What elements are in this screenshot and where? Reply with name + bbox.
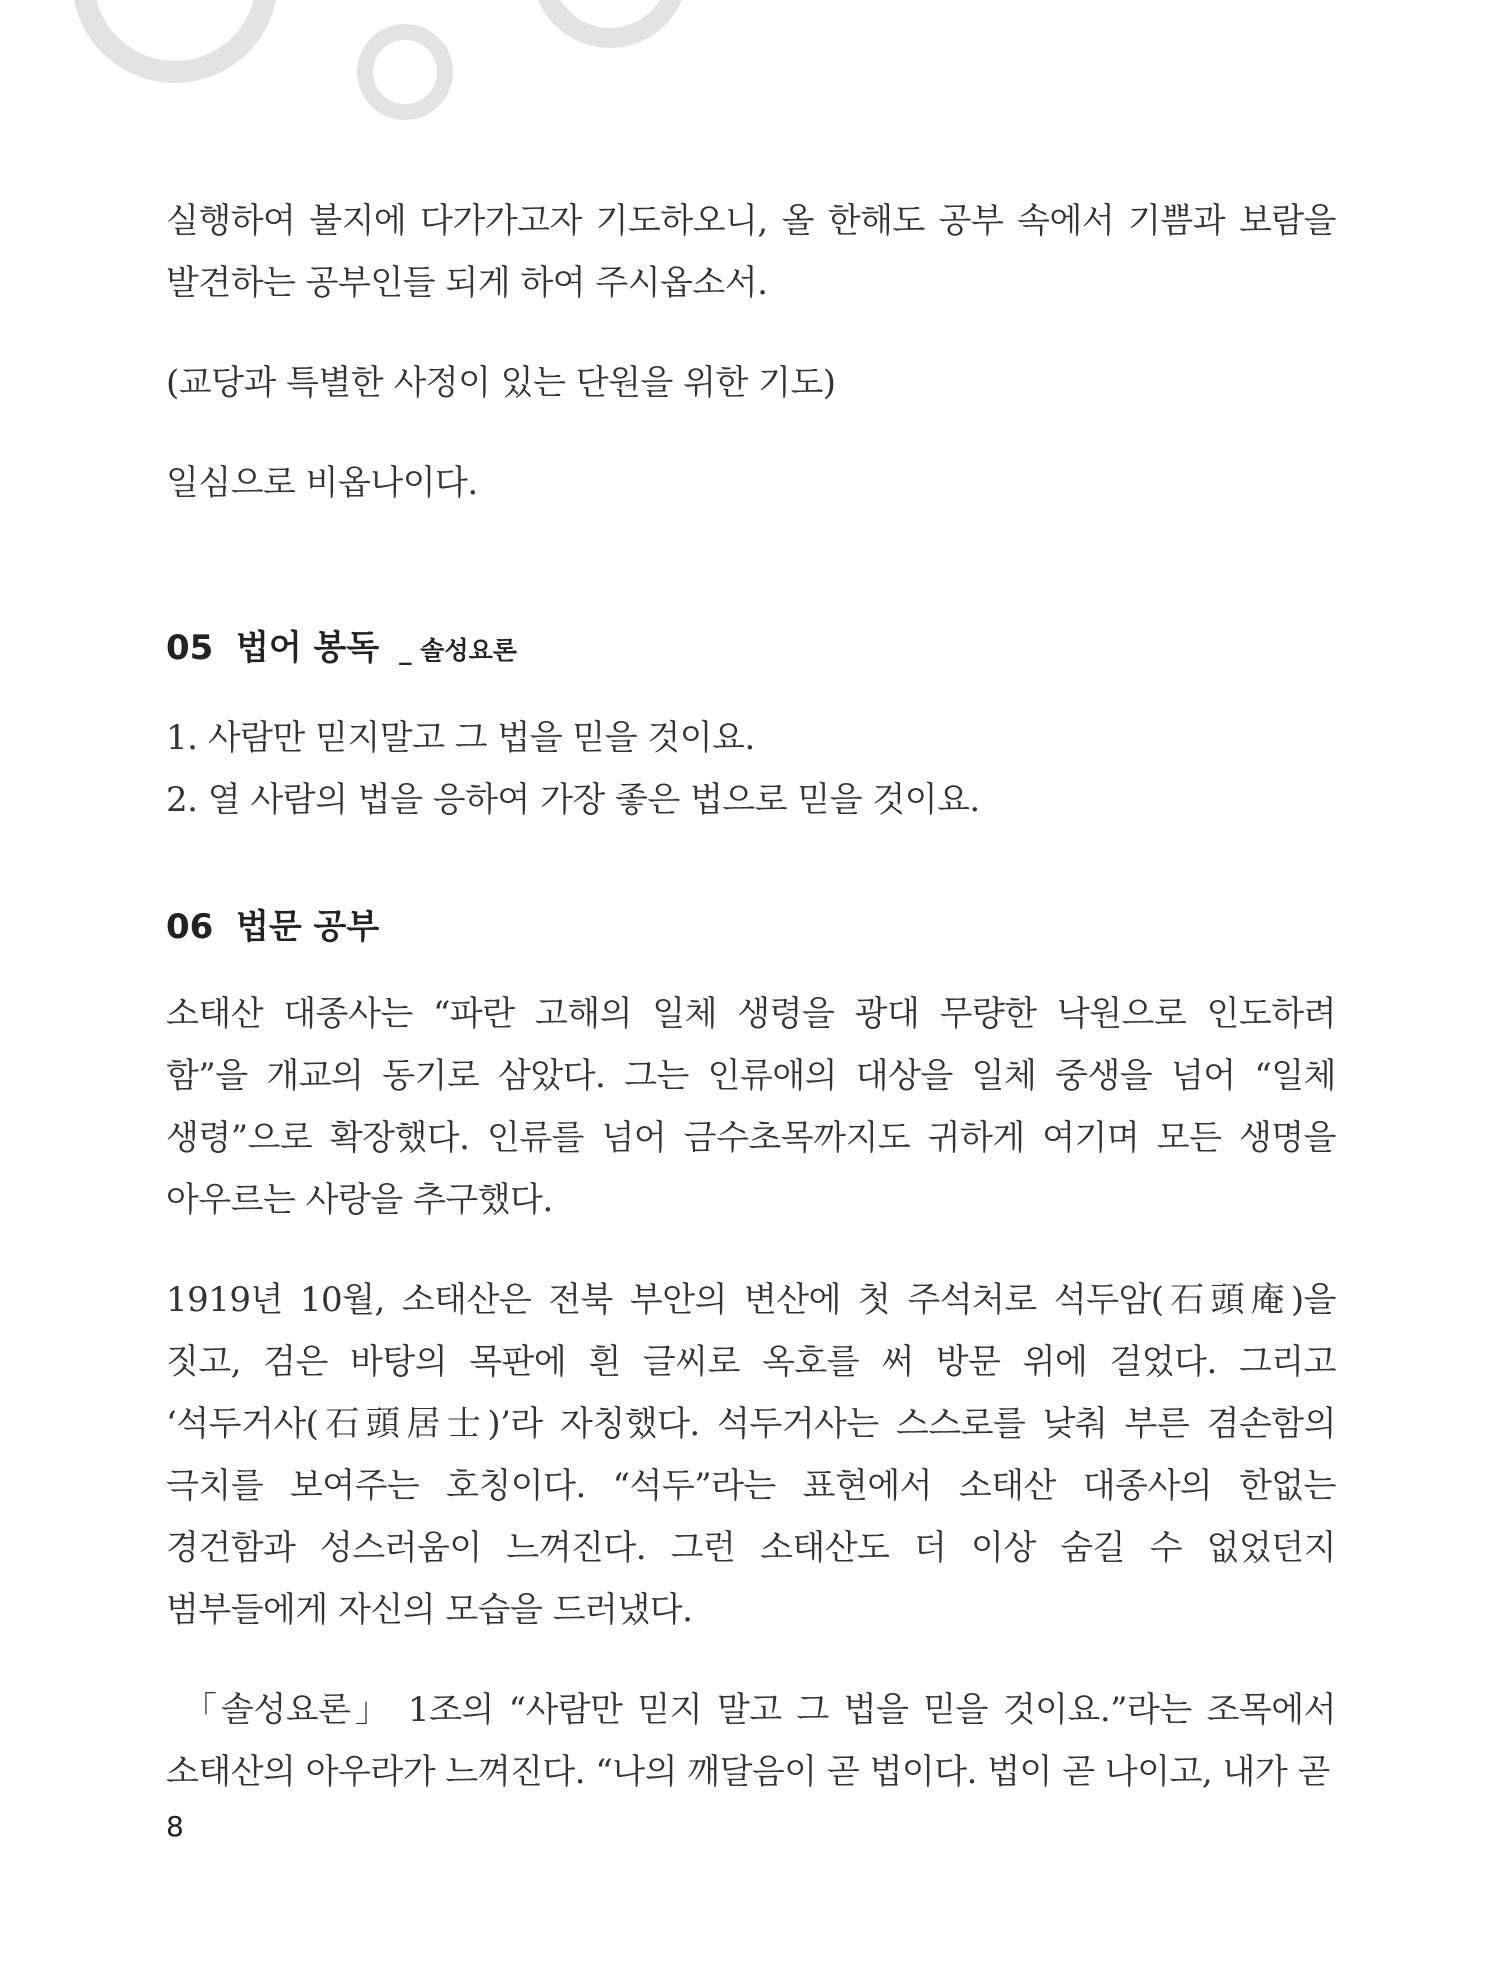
section-06-title: 법문 공부 <box>236 907 380 947</box>
section-06-heading <box>166 901 1336 953</box>
decor-circle-small <box>365 32 445 112</box>
section-06-paragraph-2: 1919년 10월, 소태산은 전북 부안의 변산에 첫 주석처로 석두암(石頭庵)을 짓고, 검은 바탕의 목판에 흰 글씨로 옥호를 써 방문 위에 걸었다. 그리고 ‘석두거사(石頭居士)’라 자칭했다. 석두거사는 스스로를 낮춰 부른 겸손함의 극치를 보여주는 호칭이다. “석두”라는 표현에서 소태산 대종사의 한없는 경건함과 성스러움이 느껴진다. 그런 소태산도 더 이상 숨길 수 없었던지 범부들에게 자신의 모습을 드러냈다. <box>166 1280 1336 1630</box>
list-item: 1. 사람만 믿지말고 그 법을 믿을 것이요. <box>166 718 755 758</box>
section-05-heading <box>166 622 1336 677</box>
section-05-number: 05 <box>166 628 214 668</box>
section-05-subtitle: _ 솔성요론 <box>399 636 517 665</box>
section-05-list <box>166 707 1336 831</box>
decorative-circles <box>0 0 1500 140</box>
section-05-title: 법어 봉독 <box>236 628 380 668</box>
decor-circle-medium <box>542 0 678 38</box>
list-item: 2. 열 사람의 법을 응하여 가장 좋은 법으로 믿을 것이요. <box>166 780 980 820</box>
paragraph-prayer-end: 실행하여 불지에 다가가고자 기도하오니, 올 한해도 공부 속에서 기쁨과 보람을 발견하는 공부인들 되게 하여 주시옵소서. <box>166 201 1336 303</box>
section-06-number: 06 <box>166 907 214 947</box>
paragraph-prayer-closing: 일심으로 비옵나이다. <box>166 463 478 503</box>
page-content <box>166 190 1336 1841</box>
decor-circle-large <box>83 0 267 72</box>
paragraph-prayer-note: (교당과 특별한 사정이 있는 단원을 위한 기도) <box>166 363 836 403</box>
page-number: 8 <box>166 1810 184 1843</box>
section-06-paragraph-3: 「솔성요론」 1조의 “사람만 믿지 말고 그 법을 믿을 것이요.”라는 조목에서 소태산의 아우라가 느껴진다. “나의 깨달음이 곧 법이다. 법이 곧 나이고, 내가 곧 <box>166 1690 1336 1792</box>
section-06-paragraph-1: 소태산 대종사는 “파란 고해의 일체 생령을 광대 무량한 낙원으로 인도하려 함”을 개교의 동기로 삼았다. 그는 인류애의 대상을 일체 중생을 넘어 “일체 생령”으로 확장했다. 인류를 넘어 금수초목까지도 귀하게 여기며 모든 생명을 아우르는 사랑을 추구했다. <box>166 994 1336 1220</box>
